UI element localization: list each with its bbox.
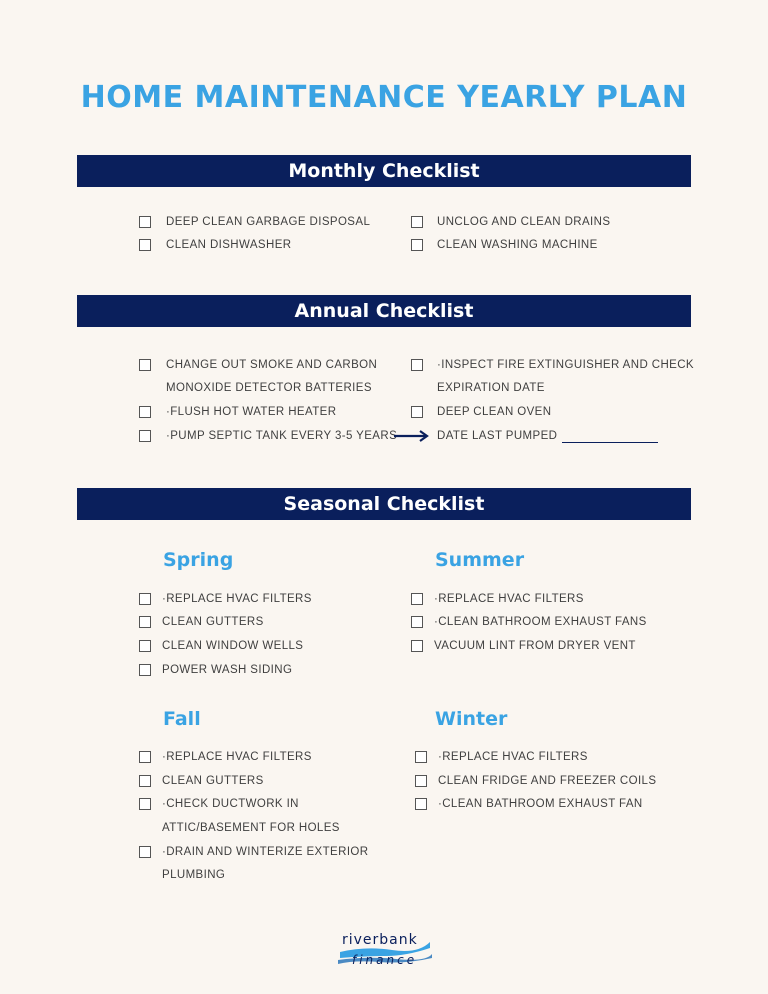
item-label: UNCLOG AND CLEAN DRAINS [437,216,611,228]
item-label: ·CHECK DUCTWORK IN [162,798,299,810]
season-heading-winter: Winter [435,708,508,730]
checkbox[interactable] [139,846,151,858]
annual-heading: Annual Checklist [77,295,691,327]
checkbox[interactable] [411,406,423,418]
item-label: CLEAN GUTTERS [162,775,264,787]
checkbox[interactable] [411,593,423,605]
checkbox[interactable] [139,430,151,442]
item-label: CLEAN FRIDGE AND FREEZER COILS [438,775,657,787]
checkbox[interactable] [411,216,423,228]
page-title: HOME MAINTENANCE YEARLY PLAN [80,80,688,115]
date-label: DATE LAST PUMPED [437,430,558,442]
item-label: ·PUMP SEPTIC TANK EVERY 3-5 YEARS [166,430,398,442]
logo-text-top: riverbank [342,932,418,948]
item-label: ·DRAIN AND WINTERIZE EXTERIOR [162,846,369,858]
checkbox[interactable] [415,798,427,810]
checkbox[interactable] [139,798,151,810]
seasonal-heading: Seasonal Checklist [77,488,691,520]
checkbox[interactable] [411,640,423,652]
checkbox[interactable] [139,239,151,251]
checkbox[interactable] [411,239,423,251]
season-heading-summer: Summer [435,549,525,571]
checkbox[interactable] [139,406,151,418]
item-label: POWER WASH SIDING [162,664,293,676]
item-label: CLEAN WASHING MACHINE [437,239,598,251]
season-heading-spring: Spring [163,549,234,571]
checkbox[interactable] [415,775,427,787]
item-label: ·REPLACE HVAC FILTERS [434,593,584,605]
arrow-right-icon [392,428,434,444]
checkbox[interactable] [139,751,151,763]
item-label-continued: MONOXIDE DETECTOR BATTERIES [166,382,372,394]
item-label: ·REPLACE HVAC FILTERS [438,751,588,763]
checkbox[interactable] [139,664,151,676]
checkbox[interactable] [139,616,151,628]
item-label: ·CLEAN BATHROOM EXHAUST FANS [434,616,647,628]
checkbox[interactable] [139,640,151,652]
checkbox[interactable] [411,616,423,628]
item-label: CLEAN DISHWASHER [166,239,292,251]
monthly-heading: Monthly Checklist [77,155,691,187]
checkbox[interactable] [415,751,427,763]
item-label: CLEAN WINDOW WELLS [162,640,304,652]
checkbox[interactable] [411,359,423,371]
season-heading-fall: Fall [163,708,201,730]
item-label: ·INSPECT FIRE EXTINGUISHER AND CHECK [437,359,695,371]
item-label-continued: EXPIRATION DATE [437,382,545,394]
date-entry-line[interactable] [562,442,658,443]
item-label: ·FLUSH HOT WATER HEATER [166,406,337,418]
item-label: DEEP CLEAN GARBAGE DISPOSAL [166,216,371,228]
item-label: CLEAN GUTTERS [162,616,264,628]
item-label: DEEP CLEAN OVEN [437,406,552,418]
logo-text-bottom: finance [352,953,418,967]
item-label: ·CLEAN BATHROOM EXHAUST FAN [438,798,643,810]
item-label-continued: PLUMBING [162,869,226,881]
checkbox[interactable] [139,359,151,371]
item-label: ·REPLACE HVAC FILTERS [162,593,312,605]
checkbox[interactable] [139,216,151,228]
checkbox[interactable] [139,593,151,605]
item-label: VACUUM LINT FROM DRYER VENT [434,640,636,652]
checkbox[interactable] [139,775,151,787]
item-label: CHANGE OUT SMOKE AND CARBON [166,359,378,371]
item-label-continued: ATTIC/BASEMENT FOR HOLES [162,822,340,834]
item-label: ·REPLACE HVAC FILTERS [162,751,312,763]
